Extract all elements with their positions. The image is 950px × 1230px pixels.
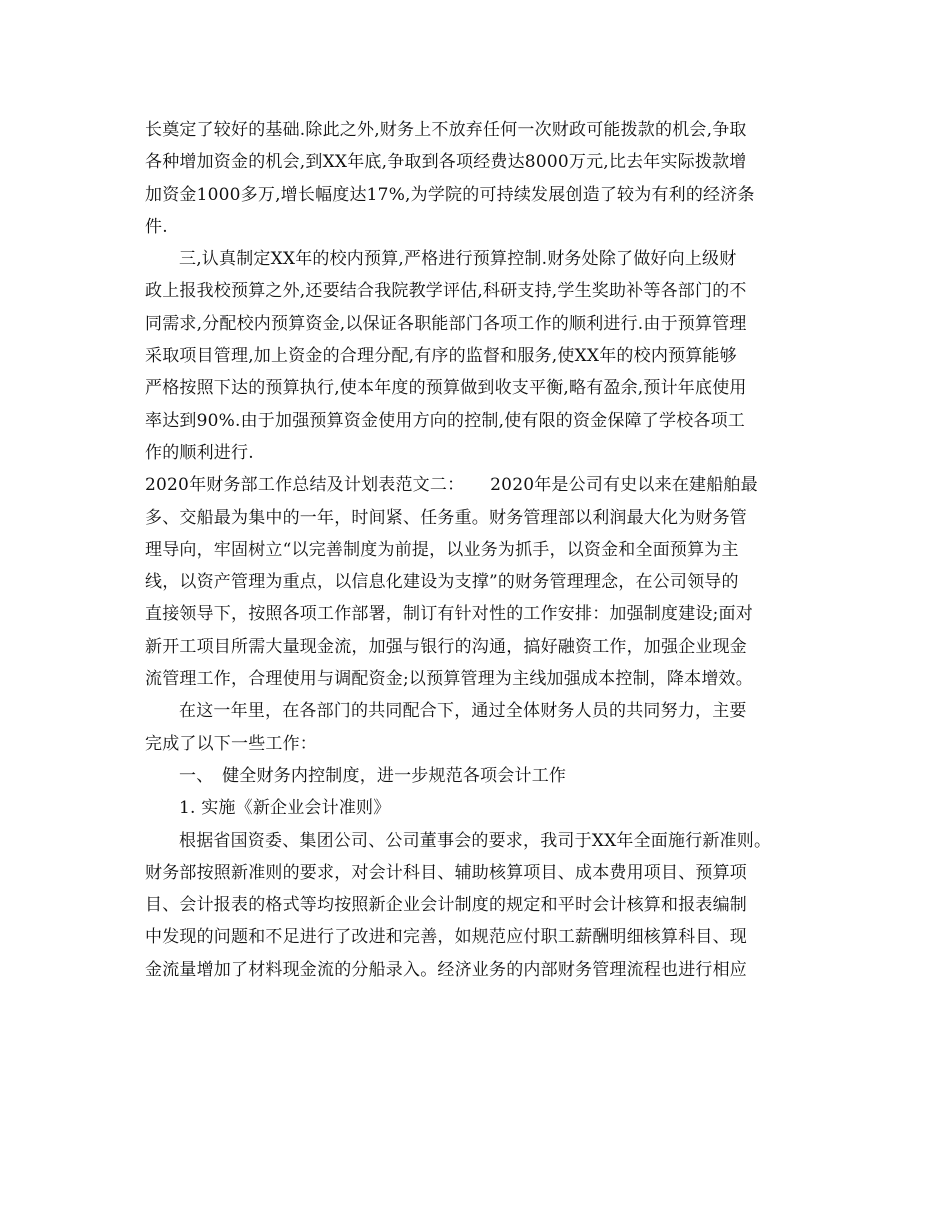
text-line: 政上报我校预算之外,还要结合我院教学评估,科研支持,学生奖助补等各部门的不	[145, 281, 747, 302]
text-line: 完成了以下一些工作：	[145, 733, 317, 754]
text-line: 新开工项目所需大量现金流，加强与银行的沟通，搞好融资工作，加强企业现金	[145, 636, 747, 657]
text-line: 件.	[145, 216, 168, 237]
text-line: 各种增加资金的机会,到XX年底,争取到各项经费达8000万元,比去年实际拨款增	[145, 152, 747, 173]
document-body	[145, 114, 825, 986]
text-line: 直接领导下，按照各项工作部署，制订有针对性的工作安排：加强制度建设;面对	[145, 604, 753, 625]
text-line: 一、 健全财务内控制度，进一步规范各项会计工作	[179, 765, 567, 786]
text-line: 2020年财务部工作总结及计划表范文二： 2020年是公司有史以来在建船舶最	[145, 475, 758, 496]
text-line: 严格按照下达的预算执行,使本年度的预算做到收支平衡,略有盈余,预计年底使用	[145, 378, 747, 399]
text-line: 长奠定了较好的基础.除此之外,财务上不放弃任何一次财政可能拨款的机会,争取	[145, 120, 747, 140]
text-line: 采取项目管理,加上资金的合理分配,有序的监督和服务,使XX年的校内预算能够	[145, 346, 737, 367]
text-line: 理导向，牢固树立“以完善制度为前提，以业务为抓手，以资金和全面预算为主	[145, 539, 739, 560]
text-line: 流管理工作，合理使用与调配资金;以预算管理为主线加强成本控制，降本增效。	[145, 669, 753, 690]
text-line: 多、交船最为集中的一年，时间紧、任务重。财务管理部以利润最大化为财务管	[145, 507, 747, 528]
text-line: 1. 实施《新企业会计准则》	[179, 798, 391, 819]
text-line: 中发现的问题和不足进行了改进和完善，如规范应付职工薪酬明细核算科目、现	[145, 927, 747, 948]
text-line: 加资金1000多万,增长幅度达17%,为学院的可持续发展创造了较为有利的经济条	[145, 184, 755, 205]
text-line: 目、会计报表的格式等均按照新企业会计制度的规定和平时会计核算和报表编制	[145, 895, 747, 916]
text-line: 三,认真制定XX年的校内预算,严格进行预算控制.财务处除了做好向上级财	[179, 249, 737, 270]
text-line: 在这一年里，在各部门的共同配合下，通过全体财务人员的共同努力，主要	[179, 701, 747, 722]
text-line: 率达到90%.由于加强预算资金使用方向的控制,使有限的资金保障了学校各项工	[145, 410, 745, 431]
text-line: 作的顺利进行.	[145, 442, 254, 463]
text-line: 同需求,分配校内预算资金,以保证各职能部门各项工作的顺利进行.由于预算管理	[145, 313, 747, 334]
text-line: 财务部按照新准则的要求，对会计科目、辅助核算项目、成本费用项目、预算项	[145, 862, 747, 883]
text-line: 线，以资产管理为重点，以信息化建设为支撑”的财务管理理念，在公司领导的	[145, 572, 739, 593]
text-line: 金流量增加了材料现金流的分船录入。经济业务的内部财务管理流程也进行相应	[145, 959, 747, 980]
text-line: 根据省国资委、集团公司、公司董事会的要求，我司于XX年全面施行新准则。	[179, 830, 772, 851]
